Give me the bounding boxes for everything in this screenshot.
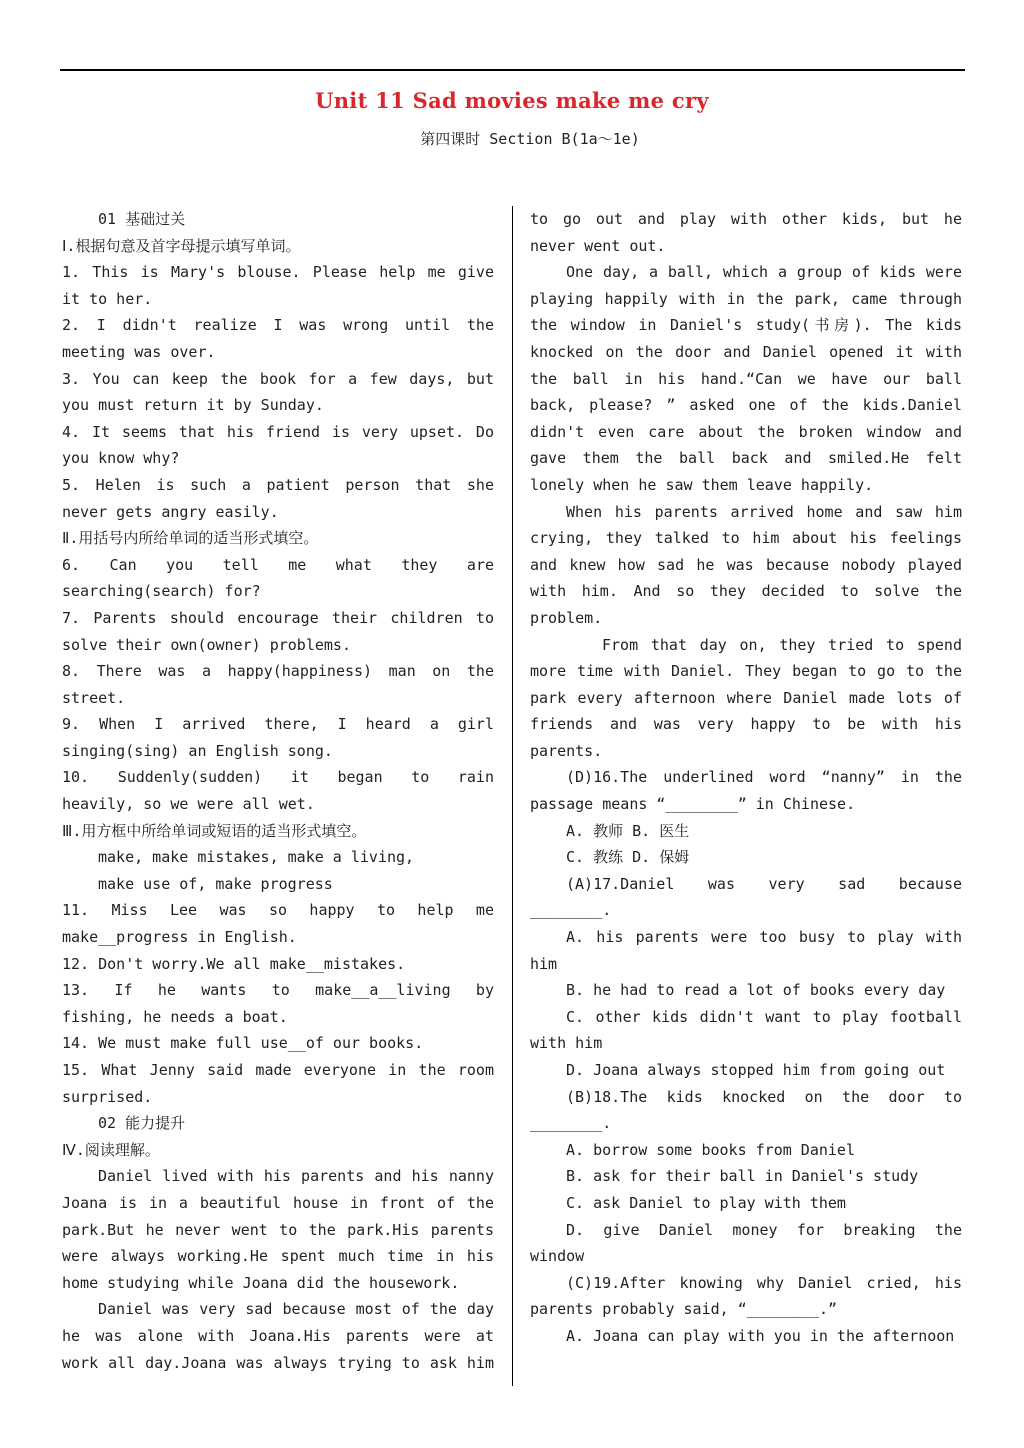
text-line: make__progress in English. <box>62 928 297 947</box>
text-line: 8. There was a happy(happiness) man on the <box>62 662 494 681</box>
text-line: you must return it by Sunday. <box>62 396 324 415</box>
text-line: (D)16.The underlined word “nanny” in the <box>566 768 962 787</box>
text-line: never went out. <box>530 236 666 255</box>
text-line: ________. <box>530 901 612 920</box>
text-line: solve their own(owner) problems. <box>62 635 351 654</box>
text-line: parents probably said, “________.” <box>530 1300 838 1319</box>
text-line: singing(sing) an English song. <box>62 741 333 760</box>
text-line: Ⅱ.用括号内所给单词的适当形式填空。 <box>62 529 319 548</box>
text-line: work all day.Joana was always trying to ask him <box>62 1353 494 1372</box>
text-line: Joana is in a beautiful house in front of the <box>62 1193 494 1212</box>
text-line: 13. If he wants to make__a__living by <box>62 981 494 1000</box>
text-line: Ⅰ.根据句意及首字母提示填写单词。 <box>62 236 301 255</box>
text-line: Ⅲ.用方框中所给单词或短语的适当形式填空。 <box>62 821 367 840</box>
text-line: with him <box>530 1034 603 1053</box>
text-line: B. ask for their ball in Daniel's study <box>566 1167 919 1186</box>
text-line: 7. Parents should encourage their children to <box>62 608 494 627</box>
top-rule <box>60 69 965 71</box>
text-line: lonely when he saw them leave happily. <box>530 475 874 494</box>
text-line: crying, they talked to him about his feelings <box>530 529 962 548</box>
text-line: problem. <box>530 608 603 627</box>
text-line: 12. Don't worry.We all make__mistakes. <box>62 954 406 973</box>
text-line: 15. What Jenny said made everyone in the room <box>62 1061 494 1079</box>
text-line: 5. Helen is such a patient person that she <box>62 475 494 494</box>
text-line: it to her. <box>62 289 153 308</box>
column-divider <box>512 206 513 1386</box>
text-line: 01 基础过关 <box>98 210 186 228</box>
text-line: were always working.He spent much time in his <box>62 1247 494 1266</box>
text-line: searching(search) for? <box>62 582 261 601</box>
text-line: didn't even care about the broken window and <box>530 422 962 441</box>
text-line: 10. Suddenly(sudden) it began to rain <box>62 768 494 787</box>
text-line: A. Joana can play with you in the afternoon <box>566 1326 955 1345</box>
text-line: C. 教练 D. 保姆 <box>566 848 690 867</box>
text-line: Ⅳ.阅读理解。 <box>62 1140 160 1159</box>
text-line: A. his parents were too busy to play with <box>566 928 962 947</box>
text-line: 3. You can keep the book for a few days, but <box>62 369 494 388</box>
text-line: gave them the ball back and smiled.He felt <box>530 449 962 468</box>
text-line: him <box>530 954 558 973</box>
text-line: to go out and play with other kids, but he <box>530 210 962 228</box>
text-line: window <box>530 1247 585 1266</box>
text-line: C. other kids didn't want to play football <box>566 1007 962 1026</box>
lesson-subtitle: 第四课时 Section B(1a～1e) <box>420 130 640 148</box>
text-line: Daniel lived with his parents and his nanny <box>98 1167 494 1186</box>
text-line: fishing, he needs a boat. <box>62 1007 288 1026</box>
text-line: make, make mistakes, make a living, <box>98 848 415 867</box>
text-line: the window in Daniel's study(书房). The kids <box>530 316 962 335</box>
right-column <box>530 206 962 1350</box>
text-line: C. ask Daniel to play with them <box>566 1193 846 1212</box>
text-line: D. Joana always stopped him from going out <box>566 1061 946 1079</box>
text-line: back, please? ” asked one of the kids.Daniel <box>530 396 962 415</box>
text-line: park.But he never went to the park.His parents <box>62 1220 494 1239</box>
text-line: heavily, so we were all wet. <box>62 795 315 814</box>
text-line: When his parents arrived home and saw him <box>566 502 962 521</box>
text-line: Daniel was very sad because most of the day <box>98 1300 494 1319</box>
text-line: playing happily with in the park, came through <box>530 289 962 308</box>
text-line: 1. This is Mary's blouse. Please help me give <box>62 263 494 282</box>
text-line: home studying while Joana did the housework. <box>62 1273 460 1292</box>
text-line: B. he had to read a lot of books every day <box>566 981 946 1000</box>
text-line: A. borrow some books from Daniel <box>566 1140 855 1159</box>
text-line: (B)18.The kids knocked on the door to <box>566 1087 962 1106</box>
text-line: street. <box>62 688 126 707</box>
text-line: friends and was very happy to be with his <box>530 715 962 734</box>
text-line: knocked on the door and Daniel opened it with <box>530 342 962 361</box>
text-line: park every afternoon where Daniel made lots of <box>530 688 962 707</box>
text-line: he was alone with Joana.His parents were at <box>62 1326 494 1345</box>
text-line: 6. Can you tell me what they are <box>62 555 494 574</box>
text-line: 9. When I arrived there, I heard a girl <box>62 715 494 734</box>
text-line: 2. I didn't realize I was wrong until the <box>62 316 494 335</box>
text-line: passage means “________” in Chinese. <box>530 795 856 814</box>
text-line: never gets angry easily. <box>62 502 279 521</box>
text-line: 02 能力提升 <box>98 1114 186 1133</box>
text-line: more time with Daniel. They began to go to the <box>530 662 962 681</box>
text-line: 14. We must make full use__of our books. <box>62 1034 424 1053</box>
text-line: ________. <box>530 1114 612 1133</box>
page-title: Unit 11 Sad movies make me cry <box>315 88 709 113</box>
text-line: D. give Daniel money for breaking the <box>566 1220 962 1239</box>
text-line: you know why? <box>62 449 180 468</box>
text-line: 11. Miss Lee was so happy to help me <box>62 901 494 920</box>
text-line: (C)19.After knowing why Daniel cried, his <box>566 1273 962 1292</box>
text-line: A. 教师 B. 医生 <box>566 821 690 840</box>
text-line: 4. It seems that his friend is very upset. Do <box>62 422 494 441</box>
text-line: From that day on, they tried to spend <box>602 635 962 654</box>
text-line: make use of, make progress <box>98 874 333 893</box>
text-line: with him. And so they decided to solve the <box>530 582 962 601</box>
text-line: meeting was over. <box>62 342 216 361</box>
text-line: and knew how sad he was because nobody played <box>530 555 962 574</box>
text-line: (A)17.Daniel was very sad because <box>566 874 962 893</box>
left-column <box>62 206 494 1376</box>
text-line: One day, a ball, which a group of kids were <box>566 263 962 282</box>
text-line: parents. <box>530 741 603 760</box>
text-line: surprised. <box>62 1087 153 1106</box>
text-line: the ball in his hand.“Can we have our ball <box>530 369 962 388</box>
